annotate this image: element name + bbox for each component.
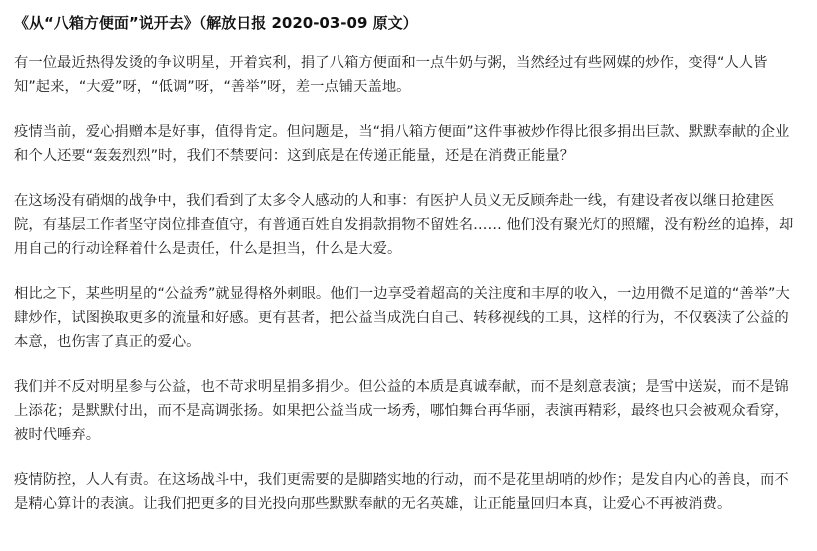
paragraph-1: 有一位最近热得发烫的争议明星，开着宾利，捐了八箱方便面和一点牛奶与粥，当然经过有些网媒的炒作，变得“人人皆知”起来，“大爱”呀，“低调”呀，“善举”呀，差一点铺天盖地。: [14, 55, 768, 95]
article-body: [14, 51, 803, 516]
paragraph-5: 我们并不反对明星参与公益，也不苛求明星捐多捐少。但公益的本质是真诚奉献，而不是刻意表演；是雪中送炭，而不是锦上添花；是默默付出，而不是高调张扬。如果把公益当成一场秀，哪怕舞台再华丽，表演再精彩，最终也只会被观众看穿，被时代唾弃。: [14, 379, 789, 443]
paragraph-4: 相比之下，某些明星的“公益秀”就显得格外刺眼。他们一边享受着超高的关注度和丰厚的收入，一边用微不足道的“善举”大肆炒作，试图换取更多的流量和好感。更有甚者，把公益当成洗白自己、转移视线的工具，这样的行为，不仅亵渎了公益的本意，也伤害了真正的爱心。: [14, 286, 790, 350]
article-title: 《从“八箱方便面”说开去》（解放日报 2020-03-09 原文）: [14, 14, 418, 32]
paragraph-6: 疫情防控，人人有责。在这场战斗中，我们更需要的是脚踏实地的行动，而不是花里胡哨的炒作；是发自内心的善良，而不是精心算计的表演。让我们把更多的目光投向那些默默奉献的无名英雄，让正能量回归本真，让爱心不再被消费。: [14, 472, 789, 512]
paragraph-2: 疫情当前，爱心捐赠本是好事，值得肯定。但问题是，当“捐八箱方便面”这件事被炒作得比很多捐出巨款、默默奉献的企业和个人还要“轰轰烈烈”时，我们不禁要问：这到底是在传递正能量，还是在消费正能量？: [14, 124, 790, 164]
paragraph-3: 在这场没有硝烟的战争中，我们看到了太多令人感动的人和事：有医护人员义无反顾奔赴一线，有建设者夜以继日抢建医院，有基层工作者坚守岗位排查值守，有普通百姓自发捐款捐物不留姓名…… 他们没有聚光灯的照耀，没有粉丝的追捧，却用自己的行动诠释着什么是责任，什么是担当，什么是大爱。: [14, 193, 794, 257]
